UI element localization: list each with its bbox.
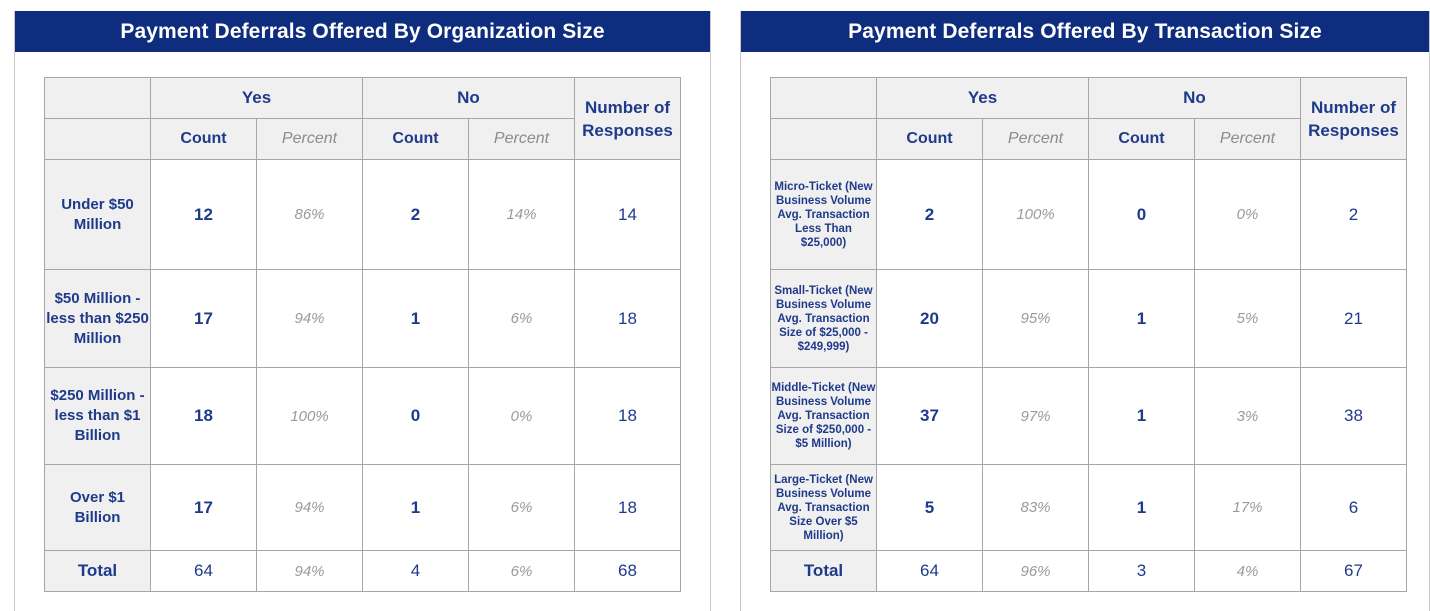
responses: 14	[575, 160, 681, 270]
responses: 21	[1301, 270, 1407, 368]
yes-percent: 94%	[257, 465, 363, 551]
yes-count-header: Count	[151, 119, 257, 160]
table-row	[45, 368, 681, 465]
organization-size-title: Payment Deferrals Offered By Organization Size	[15, 11, 710, 52]
total-label: Total	[45, 551, 151, 592]
responses: 6	[1301, 465, 1407, 551]
total-no-percent: 6%	[469, 551, 575, 592]
row-label: $250 Million - less than $1 Billion	[45, 368, 151, 465]
responses: 38	[1301, 368, 1407, 465]
organization-size-panel	[14, 11, 711, 611]
row-label: Middle-Ticket (New Business Volume Avg. Transaction Size of $250,000 - $5 Million)	[771, 368, 877, 465]
table-row	[771, 270, 1407, 368]
total-yes-count: 64	[877, 551, 983, 592]
total-row	[771, 551, 1407, 592]
yes-percent: 86%	[257, 160, 363, 270]
yes-count: 5	[877, 465, 983, 551]
yes-count: 37	[877, 368, 983, 465]
total-no-count: 3	[1089, 551, 1195, 592]
yes-count: 2	[877, 160, 983, 270]
no-percent: 14%	[469, 160, 575, 270]
yes-count-header: Count	[877, 119, 983, 160]
no-percent: 0%	[469, 368, 575, 465]
yes-count: 17	[151, 465, 257, 551]
no-count: 1	[1089, 465, 1195, 551]
row-label: Under $50 Million	[45, 160, 151, 270]
no-count: 1	[1089, 270, 1195, 368]
table-row	[771, 368, 1407, 465]
responses-header: Number of Responses	[1301, 78, 1407, 160]
table-row	[45, 465, 681, 551]
yes-percent: 83%	[983, 465, 1089, 551]
yes-percent-header: Percent	[257, 119, 363, 160]
total-yes-percent: 94%	[257, 551, 363, 592]
yes-percent-header: Percent	[983, 119, 1089, 160]
transaction-size-title: Payment Deferrals Offered By Transaction Size	[741, 11, 1429, 52]
transaction-size-panel	[740, 11, 1430, 611]
no-header: No	[1089, 78, 1301, 119]
responses: 18	[575, 368, 681, 465]
organization-size-table	[44, 77, 681, 592]
responses: 2	[1301, 160, 1407, 270]
no-percent-header: Percent	[469, 119, 575, 160]
table-row	[771, 465, 1407, 551]
no-count: 2	[363, 160, 469, 270]
corner-cell	[771, 78, 877, 119]
total-responses: 68	[575, 551, 681, 592]
no-percent: 17%	[1195, 465, 1301, 551]
no-percent: 0%	[1195, 160, 1301, 270]
responses: 18	[575, 465, 681, 551]
row-label: Micro-Ticket (New Business Volume Avg. Transaction Less Than $25,000)	[771, 160, 877, 270]
no-count: 0	[1089, 160, 1195, 270]
no-count-header: Count	[1089, 119, 1195, 160]
corner-cell	[45, 78, 151, 119]
yes-percent: 97%	[983, 368, 1089, 465]
no-percent: 6%	[469, 270, 575, 368]
corner-cell	[45, 119, 151, 160]
total-yes-percent: 96%	[983, 551, 1089, 592]
yes-count: 18	[151, 368, 257, 465]
yes-percent: 95%	[983, 270, 1089, 368]
row-label: Over $1 Billion	[45, 465, 151, 551]
table-row	[45, 160, 681, 270]
table-row	[771, 160, 1407, 270]
no-percent-header: Percent	[1195, 119, 1301, 160]
total-no-count: 4	[363, 551, 469, 592]
no-percent: 5%	[1195, 270, 1301, 368]
row-label: Large-Ticket (New Business Volume Avg. Transaction Size Over $5 Million)	[771, 465, 877, 551]
corner-cell	[771, 119, 877, 160]
yes-count: 17	[151, 270, 257, 368]
total-row	[45, 551, 681, 592]
no-header: No	[363, 78, 575, 119]
yes-percent: 94%	[257, 270, 363, 368]
table-row	[45, 270, 681, 368]
transaction-size-table	[770, 77, 1407, 592]
no-count: 0	[363, 368, 469, 465]
responses-header: Number of Responses	[575, 78, 681, 160]
yes-percent: 100%	[983, 160, 1089, 270]
no-count: 1	[363, 465, 469, 551]
total-yes-count: 64	[151, 551, 257, 592]
no-percent: 3%	[1195, 368, 1301, 465]
row-label: $50 Million - less than $250 Million	[45, 270, 151, 368]
row-label: Small-Ticket (New Business Volume Avg. Transaction Size of $25,000 - $249,999)	[771, 270, 877, 368]
yes-count: 12	[151, 160, 257, 270]
no-count: 1	[363, 270, 469, 368]
no-count: 1	[1089, 368, 1195, 465]
total-label: Total	[771, 551, 877, 592]
total-no-percent: 4%	[1195, 551, 1301, 592]
no-percent: 6%	[469, 465, 575, 551]
responses: 18	[575, 270, 681, 368]
yes-header: Yes	[877, 78, 1089, 119]
yes-percent: 100%	[257, 368, 363, 465]
no-count-header: Count	[363, 119, 469, 160]
yes-count: 20	[877, 270, 983, 368]
total-responses: 67	[1301, 551, 1407, 592]
yes-header: Yes	[151, 78, 363, 119]
